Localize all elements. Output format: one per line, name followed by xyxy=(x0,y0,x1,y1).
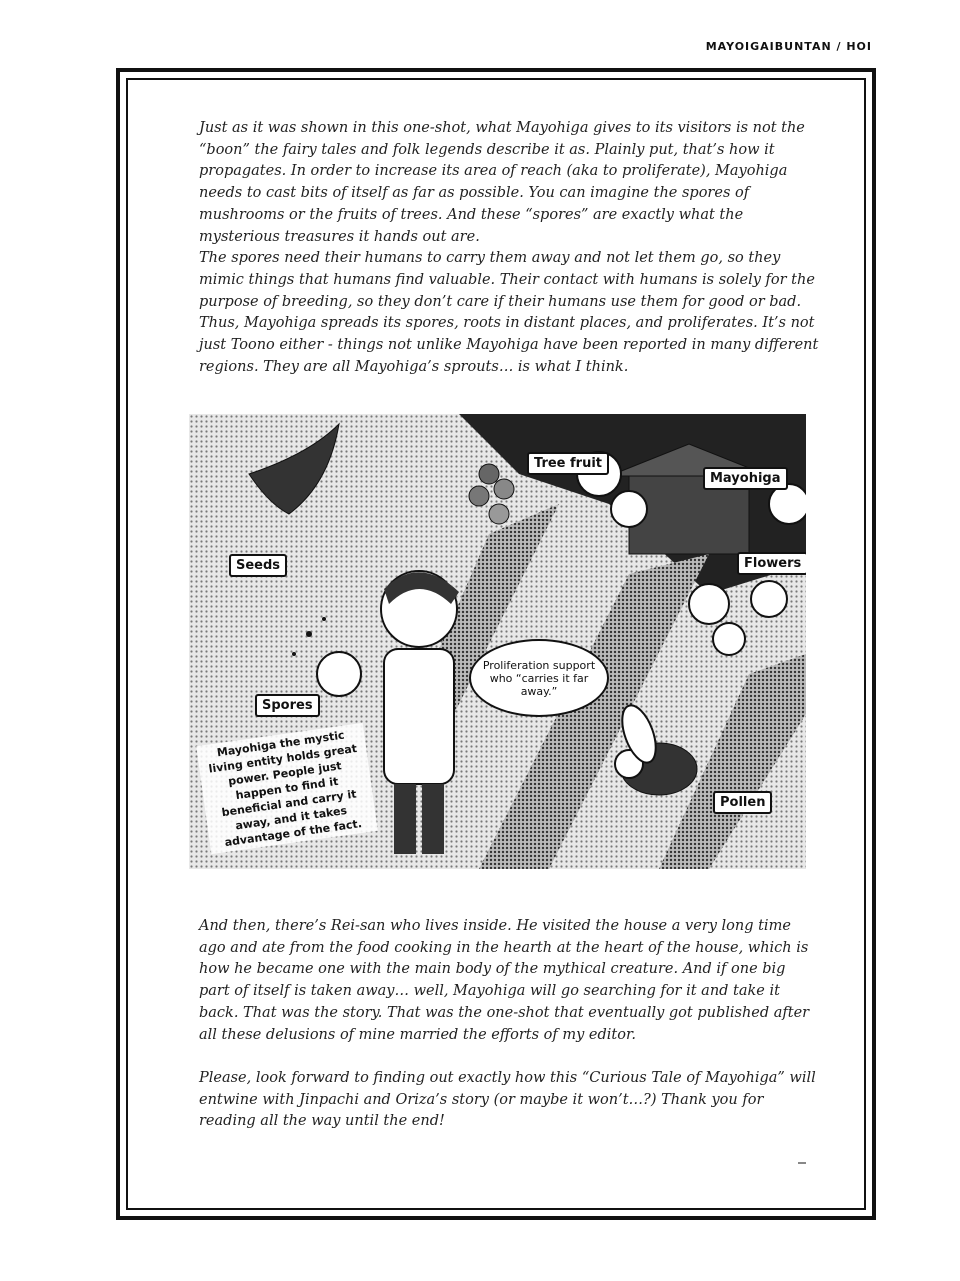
text-block-closing xyxy=(199,1068,819,1133)
label-mayohiga: Mayohiga xyxy=(703,467,788,490)
label-seeds: Seeds xyxy=(229,554,287,577)
label-flowers: Flowers xyxy=(737,552,806,575)
manga-illustration xyxy=(189,414,806,869)
text-block-bottom xyxy=(199,916,819,1046)
illustration-note: Mayohiga the mystic living entity holds great power. People just happen to find it beneficial and carry it away, and it takes advantage of the fact. xyxy=(196,723,378,854)
label-spores: Spores xyxy=(255,694,320,717)
speech-bubble: Proliferation support who “carries it far away.” xyxy=(469,639,609,717)
paragraph: The spores need their humans to carry them away and not let them go, so they mimic things that humans find valuable. Their contact with humans is solely for the purpose of breeding, so they don’t care if their humans use them for good or bad. Thus, Mayohiga spreads its spores, roots in distant places, and proliferates. It’s not just Toono either - things not unlike Mayohiga have been reported in many different regions. They are all Mayohiga’s sprouts… is what I think. xyxy=(199,250,819,375)
paragraph: Just as it was shown in this one-shot, what Mayohiga gives to its visitors is not the “boon” the fairy tales and folk legends describe it as. Plainly put, that’s how it propagates. In order to increase its area of reach (aka to proliferate), Mayohiga needs to cast bits of itself as far as possible. You can imagine the spores of mushrooms or the fruits of trees. And these “spores” are exactly what the mysterious treasures it hands out are. xyxy=(199,120,805,245)
label-pollen: Pollen xyxy=(713,791,772,814)
text-block-top xyxy=(199,118,819,378)
paragraph: Please, look forward to finding out exactly how this “Curious Tale of Mayohiga” will entwine with Jinpachi and Oriza’s story (or maybe it won’t…?) Thank you for reading all the way until the end! xyxy=(199,1070,816,1130)
label-tree-fruit: Tree fruit xyxy=(527,452,609,475)
page-header: MAYOIGAIBUNTAN / HOI xyxy=(705,40,872,53)
paragraph: And then, there’s Rei-san who lives inside. He visited the house a very long time ago and ate from the food cooking in the hearth at the heart of the house, which is how he became one with the main body of the mythical creature. And if one big part of itself is taken away… well, Mayohiga will go searching for it and take it back. That was the story. That was the one-shot that eventually got published after all these delusions of mine married the efforts of my editor. xyxy=(199,918,810,1043)
page-mark xyxy=(798,1162,806,1164)
